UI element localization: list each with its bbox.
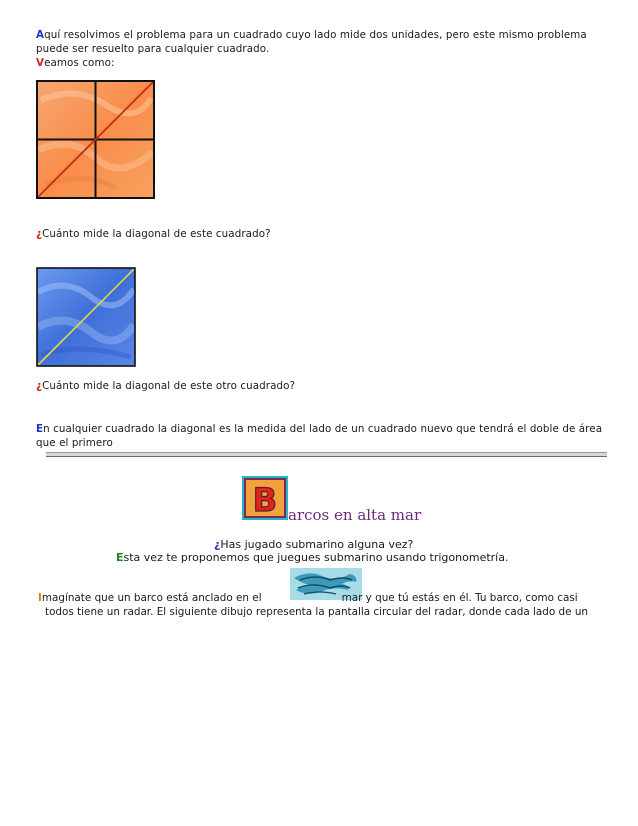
invite-line: [116, 551, 508, 564]
conclusion-paragraph: [36, 422, 616, 450]
conclusion-line-1: [36, 422, 616, 436]
drop-cap: A: [36, 29, 45, 41]
section-title: arcos en alta mar: [288, 506, 422, 524]
intro-line-1: [36, 28, 616, 42]
orange-square-figure: [36, 80, 155, 199]
b-letter-logo: [242, 476, 288, 520]
question-mark: ¿: [36, 380, 43, 392]
horizontal-rule: [46, 452, 607, 457]
intro-text: eamos como:: [44, 57, 115, 69]
intro-text: quí resolvimos el problema para un cuadrado cuyo lado mide dos unidades, pero este mismo problema: [44, 29, 587, 41]
question-text: Cuánto mide la diagonal de este otro cuadrado?: [42, 380, 296, 392]
blue-square-figure: [36, 267, 136, 367]
imagine-line-1: [38, 592, 608, 604]
question-2: [36, 379, 295, 393]
question-mark: ¿: [36, 228, 43, 240]
imagine-text-a: magínate que un barco está anclado en el: [41, 592, 262, 604]
intro-line-3: [36, 56, 616, 70]
intro-paragraph: [36, 28, 616, 70]
conclusion-text: n cualquier cuadrado la diagonal es la medida del lado de un cuadrado nuevo que tendrá el doble de área: [43, 423, 603, 435]
drop-cap: I: [38, 592, 42, 604]
drop-cap: E: [36, 423, 44, 435]
submarine-question: [214, 538, 413, 551]
conclusion-line-2: que el primero: [36, 437, 113, 449]
question-mark: ¿: [214, 538, 221, 551]
logo-letter: B: [252, 481, 278, 519]
question-text: Cuánto mide la diagonal de este cuadrado?: [42, 228, 271, 240]
drop-cap: V: [36, 57, 45, 69]
imagine-text-b: mar y que tú estás en él. Tu barco, como casi: [341, 592, 578, 604]
invite-text: sta vez te proponemos que juegues submarino usando trigonometría.: [123, 551, 509, 564]
drop-cap: E: [116, 551, 124, 564]
imagine-line-2: todos tiene un radar. El siguiente dibujo representa la pantalla circular del radar, donde cada lado de un: [45, 606, 588, 618]
question-1: [36, 227, 271, 241]
question-text: Has jugado submarino alguna vez?: [220, 538, 414, 551]
intro-line-2: puede ser resuelto para cualquier cuadrado.: [36, 43, 270, 55]
